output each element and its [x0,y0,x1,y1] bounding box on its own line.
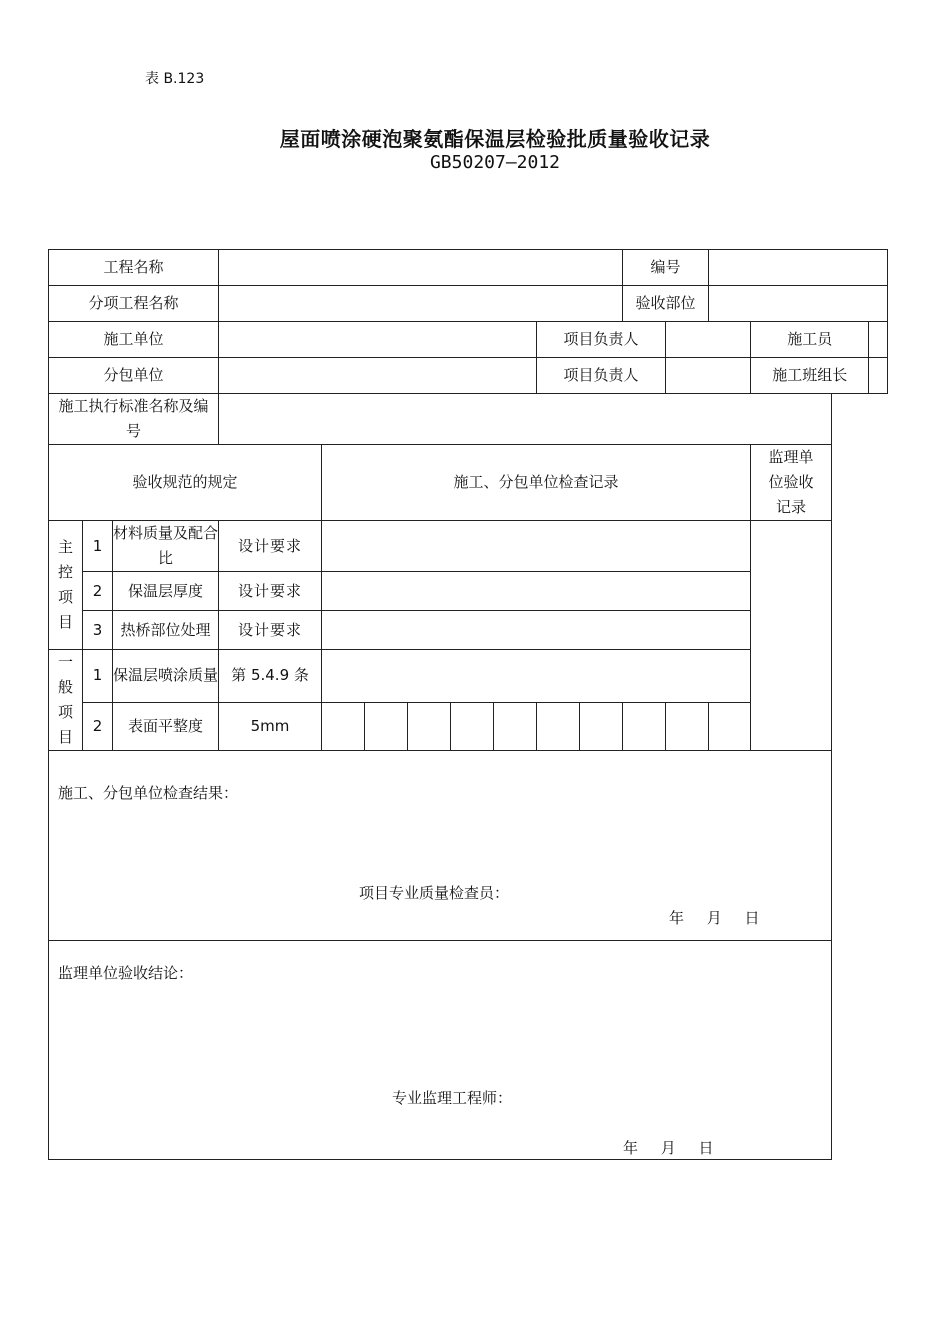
item-no: 1 [83,521,113,572]
supervision-header: 监理单位验收记录 [751,445,832,521]
standard-name-label: 施工执行标准名称及编号 [49,394,219,445]
result-date: 年 月 日 [669,909,764,927]
record-header: 施工、分包单位检查记录 [322,445,751,521]
flatness-cell[interactable] [322,702,365,750]
item-no: 1 [83,650,113,703]
conclusion-section[interactable] [49,941,832,1160]
item-name: 保温层喷涂质量 [113,650,219,703]
constructor-label: 施工员 [751,322,869,358]
item-name: 热桥部位处理 [113,611,219,650]
spec-header: 验收规范的规定 [49,445,322,521]
number-label: 编号 [623,250,709,286]
flatness-cell[interactable] [666,702,709,750]
main-control-label: 主控项目 [49,521,83,650]
construction-unit-label: 施工单位 [49,322,219,358]
project-leader-value-2[interactable] [666,358,751,394]
standard-name-value[interactable] [219,394,832,445]
supervision-record[interactable] [751,521,832,751]
item-name: 材料质量及配合比 [113,521,219,572]
project-leader-value[interactable] [666,322,751,358]
number-value[interactable] [709,250,888,286]
page-title: 屋面喷涂硬泡聚氨酯保温层检验批质量验收记录 [279,127,711,151]
construction-unit-value[interactable] [219,322,537,358]
conclusion-label: 监理单位验收结论： [58,964,194,982]
quality-inspector-label: 项目专业质量检查员： [359,884,510,902]
flatness-cell[interactable] [623,702,666,750]
item-record[interactable] [322,572,751,611]
check-result-label: 施工、分包单位检查结果： [58,784,239,802]
team-leader-label: 施工班组长 [751,358,869,394]
flatness-cell[interactable] [494,702,537,750]
item-requirement: 设计要求 [219,572,322,611]
item-requirement: 5mm [219,702,322,750]
sub-project-name-value[interactable] [219,286,623,322]
project-leader-label-2: 项目负责人 [537,358,666,394]
check-result-section[interactable] [49,751,832,941]
subcontract-unit-label: 分包单位 [49,358,219,394]
general-label: 一般项目 [49,650,83,751]
project-name-value[interactable] [219,250,623,286]
flatness-cell[interactable] [709,702,751,750]
flatness-cell[interactable] [451,702,494,750]
form-code: 表 B.123 [145,71,205,87]
item-no: 2 [83,702,113,750]
conclusion-date: 年 月 日 [623,1139,718,1157]
flatness-cell[interactable] [580,702,623,750]
subcontract-unit-value[interactable] [219,358,537,394]
team-leader-value[interactable] [869,358,888,394]
supervision-engineer-label: 专业监理工程师： [392,1089,513,1107]
item-name: 保温层厚度 [113,572,219,611]
item-record[interactable] [322,650,751,703]
flatness-cell[interactable] [365,702,408,750]
item-requirement: 第 5.4.9 条 [219,650,322,703]
sub-project-name-label: 分项工程名称 [49,286,219,322]
item-record[interactable] [322,521,751,572]
constructor-value[interactable] [869,322,888,358]
flatness-cell[interactable] [537,702,580,750]
item-requirement: 设计要求 [219,611,322,650]
item-no: 3 [83,611,113,650]
item-name: 表面平整度 [113,702,219,750]
flatness-cell[interactable] [408,702,451,750]
acceptance-part-value[interactable] [709,286,888,322]
item-no: 2 [83,572,113,611]
project-name-label: 工程名称 [49,250,219,286]
project-leader-label: 项目负责人 [537,322,666,358]
item-record[interactable] [322,611,751,650]
item-requirement: 设计要求 [219,521,322,572]
standard-number: GB50207—2012 [429,152,561,173]
acceptance-part-label: 验收部位 [623,286,709,322]
acceptance-form [48,249,888,1160]
